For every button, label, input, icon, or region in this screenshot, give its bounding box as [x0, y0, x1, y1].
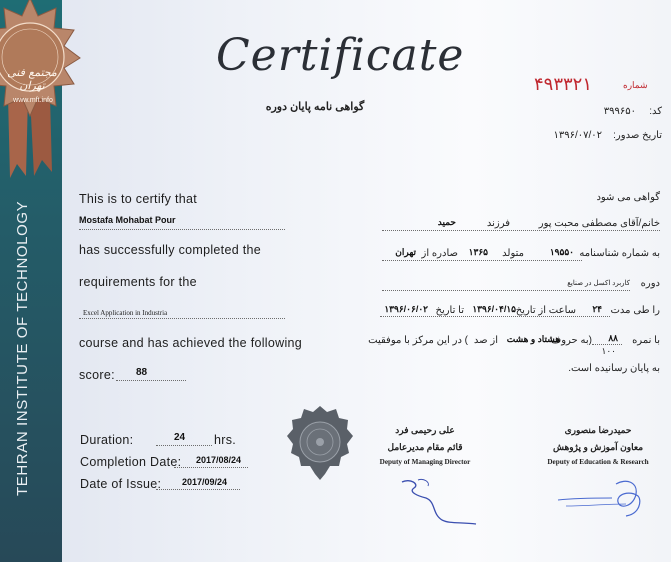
- fa-score: ۸۸: [608, 333, 618, 343]
- issue-dotted-line: [156, 489, 240, 490]
- course-dotted-line: [79, 318, 285, 319]
- fa-from: ۱۳۹۶/۰۴/۱۵: [472, 304, 516, 314]
- signatory-2-name: حمیدرضا منصوری: [564, 425, 632, 435]
- fa-hours-label: ساعت از تاریخ: [515, 305, 576, 316]
- score-dotted-line: [116, 380, 186, 381]
- completed-line: has successfully completed the: [79, 243, 262, 257]
- embossed-stamp-icon: [287, 404, 353, 484]
- seal-url: www.mft.info: [13, 97, 53, 104]
- fa-score-dotted-line: [592, 344, 622, 345]
- fa-course: کاربرد اکسل در صنایع: [567, 280, 630, 287]
- fa-issued-label: صادره از: [421, 248, 458, 259]
- signatory-1-title-fa: قائم مقام مدیرعامل: [387, 442, 463, 452]
- fa-score-words: هشتاد و هشت: [506, 334, 560, 344]
- score-label: score:: [79, 368, 115, 382]
- completion-label: Completion Date:: [80, 455, 182, 469]
- fa-center-text: ) در این مرکز با موفقیت: [368, 335, 468, 346]
- fa-to: ۱۳۹۶/۰۶/۰۲: [384, 304, 428, 314]
- signature-1-icon: [398, 474, 488, 528]
- fa-duration-dotted-line: [380, 316, 610, 317]
- duration-label: Duration:: [80, 433, 134, 447]
- fa-duration: ۲۴: [592, 304, 602, 314]
- certificate-title: Certificate: [216, 30, 465, 81]
- duration-value: 24: [174, 432, 186, 443]
- fa-father-label: فرزند: [486, 218, 510, 229]
- serial-label: شماره: [623, 80, 648, 90]
- fa-born-label: متولد: [502, 248, 524, 259]
- course-name: Excel Application in Industria: [83, 309, 168, 317]
- signatory-2-title-en: Deputy of Education & Research: [547, 458, 649, 466]
- fa-end-line: به پایان رسانیده است.: [568, 363, 660, 374]
- fa-duration-label: را طی مدت: [610, 305, 660, 316]
- score-value: 88: [136, 367, 148, 378]
- signatory-1-title-en: Deputy of Managing Director: [379, 458, 471, 466]
- code-value: ۳۹۹۶۵۰: [603, 106, 636, 117]
- fa-id: ۱۹۵۵۰: [549, 247, 574, 257]
- code-label: کد:: [649, 106, 662, 117]
- issue-label: Date of Issue:: [80, 477, 162, 491]
- issue-date: 2017/09/24: [182, 477, 228, 487]
- duration-dotted-line: [156, 445, 212, 446]
- fa-name-dotted-line: [382, 230, 660, 231]
- fa-id-label: به شماره شناسنامه: [579, 248, 660, 259]
- achieved-line: course and has achieved the following: [79, 336, 303, 350]
- completion-dotted-line: [174, 467, 248, 468]
- signatory-1-name: علی رحیمی فرد: [395, 425, 455, 435]
- seal-text: مجتمع فنی تهران: [7, 66, 57, 92]
- fa-course-label: دوره: [640, 278, 660, 289]
- name-dotted-line: [79, 229, 285, 230]
- serial-number: ۴۹۳۳۲۱: [534, 74, 593, 94]
- issue-date-fa-value: ۱۳۹۶/۰۷/۰۲: [553, 130, 602, 141]
- fa-course-dotted-line: [382, 290, 630, 291]
- completion-date: 2017/08/24: [196, 455, 242, 465]
- fa-out-of: ۱۰۰: [601, 346, 616, 356]
- signature-2-icon: [556, 476, 648, 526]
- fa-father: حمید: [437, 217, 456, 227]
- requirements-line: requirements for the: [79, 275, 197, 289]
- certificate-subtitle-fa: گواهی نامه پایان دوره: [265, 101, 365, 113]
- issue-date-fa-label: تاریخ صدور:: [613, 130, 662, 141]
- fa-score-words-label: (به حروف: [550, 335, 592, 346]
- fa-id-dotted-line: [382, 260, 582, 261]
- fa-to-label: تا تاریخ: [435, 305, 464, 316]
- institute-name-vertical: TEHRAN INSTITUTE OF TECHNOLOGY: [14, 200, 31, 496]
- recipient-name: Mostafa Mohabat Pour: [79, 215, 176, 225]
- duration-unit: hrs.: [214, 433, 237, 447]
- fa-intro: گواهی می شود: [596, 192, 660, 203]
- signatory-2-title-fa: معاون آموزش و پژوهش: [552, 442, 644, 452]
- fa-issued: تهران: [395, 247, 416, 257]
- fa-name-line: خانم/آقای مصطفی محبت پور: [538, 218, 660, 229]
- certify-line: This is to certify that: [79, 192, 198, 206]
- fa-born: ۱۳۶۵: [468, 247, 488, 257]
- fa-score-label: با نمره: [632, 335, 660, 346]
- fa-of-label: از صد: [473, 335, 498, 346]
